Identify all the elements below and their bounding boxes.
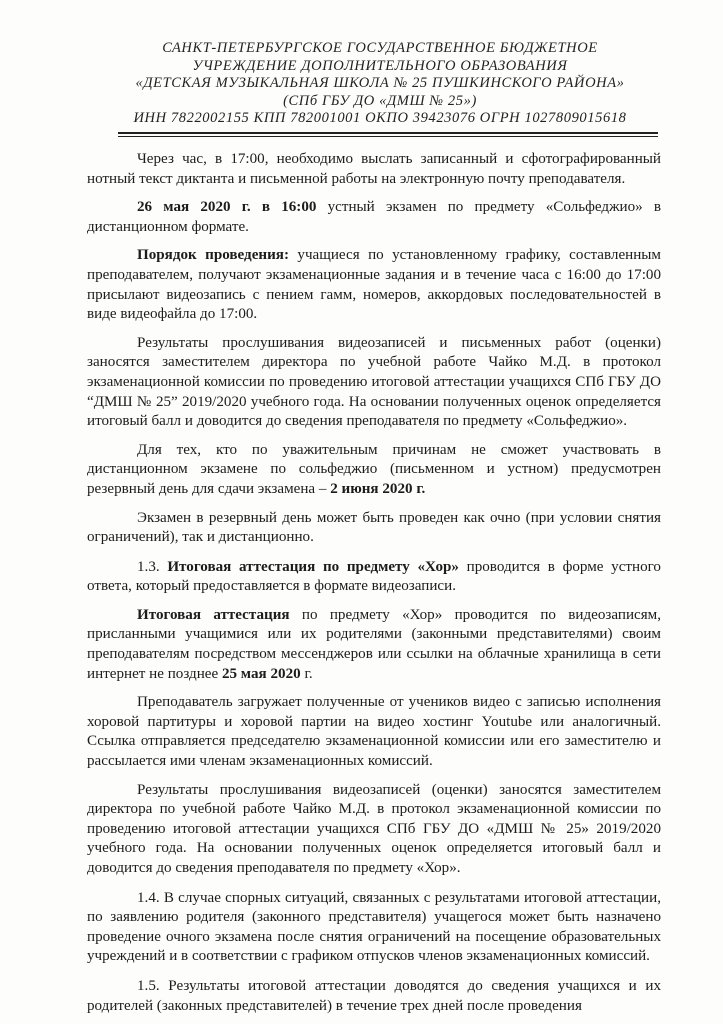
paragraph (87, 198, 661, 237)
section-number: 1.3. (137, 558, 168, 575)
section-1-5 (87, 977, 661, 1016)
paragraph-text: Для тех, кто по уважительным причинам не сможет участвовать в дистанционном экзамене по сольфеджио (письменном и устном) предусмотрен резервный день для сдачи экзамена – (87, 441, 661, 497)
paragraph-lead: Итоговая аттестация (137, 606, 290, 623)
paragraph (87, 693, 661, 771)
paragraph-date: 26 мая 2020 г. в 16:00 (137, 199, 317, 216)
paragraph-text: Экзамен в резервный день может быть проведен как очно (при условии снятия ограничений), так и дистанционно. (87, 509, 661, 546)
paragraph-lead: Порядок проведения: (137, 247, 289, 264)
letterhead-line-4: (СПб ГБУ ДО «ДМШ № 25») (283, 92, 477, 109)
paragraph-date: 25 мая 2020 (221, 665, 301, 682)
paragraph-text: устный экзамен по предмету «Сольфеджио» в дистанционном формате. (87, 199, 661, 235)
section-1-3 (87, 558, 661, 597)
letterhead-divider-thin (118, 136, 658, 137)
letterhead-line-1: САНКТ-ПЕТЕРБУРГСКОЕ ГОСУДАРСТВЕННОЕ БЮДЖЕТНОЕ (162, 40, 598, 56)
paragraph-text: по предмету «Хор» проводится по видеозаписям, присланными учащимися или их родителями (законными представителями) своим преподавателям посредством мессенджеров или ссылки на облачные хранилища в сети интернет не позднее (87, 606, 661, 682)
letterhead-requisites: ИНН 7822002155 КПП 782001001 ОКПО 39423076 ОГРН 1027809015618 (133, 110, 627, 126)
paragraph-text: Результаты прослушивания видеозаписей (оценки) заносятся заместителем директора по учебной работе Чайко М.Д. в протокол экзаменационной комиссии по проведению итоговой аттестации учащихся СПб ГБУ ДО «ДМШ № 25» 2019/2020 учебного года. На основании полученных оценок определяется итоговый балл и доводится до сведения преподавателя по предмету «Хор». (87, 781, 661, 876)
paragraph-text: г. (300, 665, 313, 682)
document-body (87, 150, 661, 1025)
paragraph (87, 606, 661, 684)
letterhead-line-3: «ДЕТСКАЯ МУЗЫКАЛЬНАЯ ШКОЛА № 25 ПУШКИНСКОГО РАЙОНА» (135, 75, 625, 91)
paragraph-text: 1.4. В случае спорных ситуаций, связанных с результатами итоговой аттестации, по заявлению родителя (законного представителя) учащегося может быть назначено проведение очного экзамена после снятия ограничений на посещение образовательных учреждений и в соответствии с графиком отпусков членов экзаменационных комиссий. (87, 889, 661, 965)
paragraph-date: 2 июня 2020 г. (330, 480, 426, 497)
letterhead-divider-thick (118, 132, 658, 134)
paragraph-text: Преподаватель загружает полученные от учеников видео с записью исполнения хоровой партитуры и хоровой партии на видео хостинг Youtube или аналогичный. Ссылка отправляется председателю экзаменационной комиссии или его заместителю и рассылается ими членам экзаменационных комиссий. (87, 694, 661, 770)
paragraph (87, 150, 661, 189)
letterhead (80, 40, 680, 128)
paragraph (87, 441, 661, 500)
paragraph-text: 1.5. Результаты итоговой аттестации доводятся до сведения учащихся и их родителей (законных представителей) в течение трех дней после проведения (87, 977, 661, 1014)
paragraph (87, 781, 661, 879)
letterhead-line-2: УЧРЕЖДЕНИЕ ДОПОЛНИТЕЛЬНОГО ОБРАЗОВАНИЯ (192, 57, 568, 74)
paragraph-text: проводится в форме устного ответа, который предоставляется в формате видеозаписи. (87, 558, 661, 595)
paragraph (87, 334, 661, 432)
paragraph (87, 509, 661, 548)
paragraph-text: Через час, в 17:00, необходимо выслать записанный и сфотографированный нотный текст диктанта и письменной работы на электронную почту преподавателя. (87, 151, 661, 187)
paragraph-text: учащиеся по установленному графику, составленным преподавателем, получают экзаменационные задания и в течение часа с 16:00 до 17:00 присылают видеозапись с пением гамм, номеров, аккордовых последовательностей в виде видеофайла до 17:00. (87, 247, 661, 323)
section-1-4 (87, 889, 661, 967)
section-heading: Итоговая аттестация по предмету «Хор» (167, 558, 459, 575)
paragraph-text: Результаты прослушивания видеозаписей и письменных работ (оценки) заносятся заместителем директора по учебной работе Чайко М.Д. в протокол экзаменационной комиссии по проведению итоговой аттестации учащихся СПб ГБУ ДО “ДМШ № 25” 2019/2020 учебного года. На основании полученных оценок определяется итоговый балл и доводится до сведения преподавателя по предмету «Сольфеджио». (87, 334, 661, 430)
paragraph (87, 246, 661, 324)
